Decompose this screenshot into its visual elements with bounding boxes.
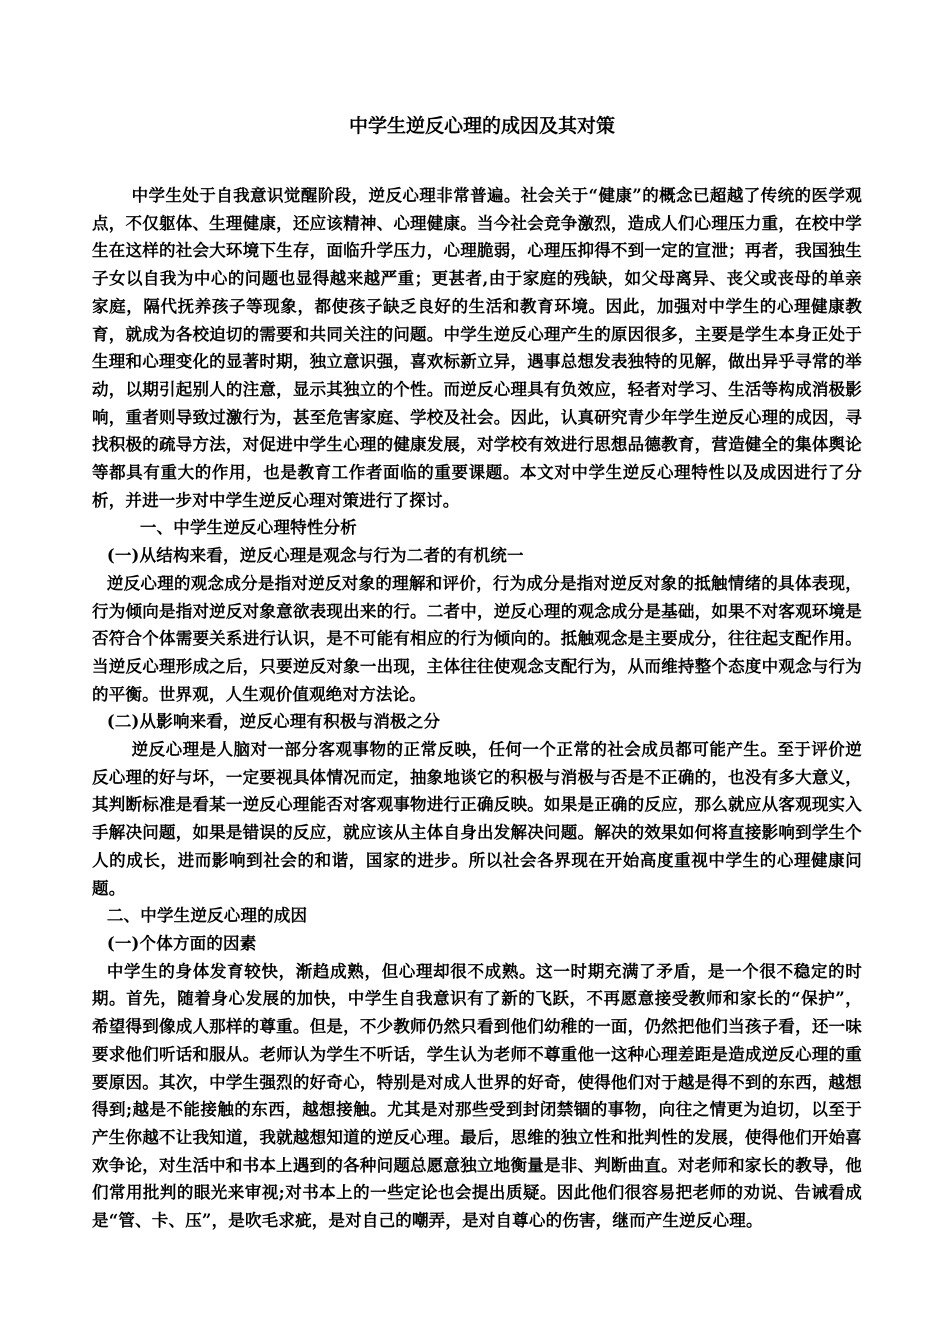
section1-heading: 一、中学生逆反心理特性分析 <box>139 518 357 538</box>
section2-sub1-paragraph: 中学生的身体发育较快，渐趋成熟，但心理却很不成熟。这一时期充满了矛盾，是一个很不稳定的时期。首先，随着身心发展的加快，中学生自我意识有了新的飞跃，不再愿意接受教师和家长的“保护”，希望得到像成人那样的尊重。但是，不少教师仍然只看到他们幼稚的一面，仍然把他们当孩子看，还一味要求他们听话和服从。老师认为学生不听话，学生认为老师不尊重他一这种心理差距是造成逆反心理的重要原因。其次，中学生强烈的好奇心，特别是对成人世界的好奇，使得他们对于越是得不到的东西，越想得到;越是不能接触的东西，越想接触。尤其是对那些受到封闭禁锢的事物，向往之情更为迫切，以至于产生你越不让我知道，我就越想知道的逆反心理。最后，思维的独立性和批判性的发展，使得他们开始喜欢争论，对生活中和书本上遇到的各种问题总愿意独立地衡量是非、判断曲直。对老师和家长的教导，他们常用批判的眼光来审视;对书本上的一些定论也会提出质疑。因此他们很容易把老师的劝说、告诫看成是“管、卡、压”，是吹毛求疵，是对自己的嘲弄，是对自尊心的伤害，继而产生逆反心理。 <box>92 961 862 1231</box>
intro-paragraph: 中学生处于自我意识觉醒阶段，逆反心理非常普遍。社会关于“健康”的概念已超越了传统的医学观点，不仅躯体、生理健康，还应该精神、心理健康。当今社会竞争激烈，造成人们心理压力重，在校中学生在这样的社会大环境下生存，面临升学压力，心理脆弱，心理压抑得不到一定的宣泄；再者，我国独生子女以自我为中心的问题也显得越来越严重；更甚者,由于家庭的残缺，如父母离异、丧父或丧母的单亲家庭，隔代抚养孩子等现象，都使孩子缺乏良好的生活和教育环境。因此，加强对中学生的心理健康教育，就成为各校迫切的需要和共同关注的问题。中学生逆反心理产生的原因很多，主要是学生本身正处于生理和心理变化的显著时期，独立意识强，喜欢标新立异，遇事总想发表独特的见解，做出异乎寻常的举动，以期引起别人的注意，显示其独立的个性。而逆反心理具有负效应，轻者对学习、生活等构成消极影响，重者则导致过激行为，甚至危害家庭、学校及社会。因此，认真研究青少年学生逆反心理的成因，寻找积极的疏导方法，对促进中学生心理的健康发展，对学校有效进行思想品德教育，营造健全的集体舆论等都具有重大的作用，也是教育工作者面临的重要课题。本文对中学生逆反心理特性以及成因进行了分析，并进一步对中学生逆反心理对策进行了探讨。 <box>92 186 862 510</box>
section1-sub2-heading: (二)从影响来看，逆反心理有积极与消极之分 <box>106 712 441 732</box>
document-page <box>92 110 862 1235</box>
section2-heading: 二、中学生逆反心理的成因 <box>106 906 308 926</box>
document-title: 中学生逆反心理的成因及其对策 <box>348 115 615 137</box>
section2-sub1-heading: (一)个体方面的因素 <box>106 933 257 953</box>
section1-sub1-paragraph: 逆反心理的观念成分是指对逆反对象的理解和评价，行为成分是指对逆反对象的抵触情绪的具体表现，行为倾向是指对逆反对象意欲表现出来的行。二者中，逆反心理的观念成分是基础，如果不对客观环境是否符合个体需要关系进行认识，是不可能有相应的行为倾向的。抵触观念是主要成分，往往起支配作用。当逆反心理形成之后，只要逆反对象一出现，主体往往使观念支配行为，从而维持整个态度中观念与行为的平衡。世界观，人生观价值观绝对方法论。 <box>92 573 862 704</box>
section1-sub1-heading: (一)从结构来看，逆反心理是观念与行为二者的有机统一 <box>106 546 524 566</box>
section1-sub2-paragraph: 逆反心理是人脑对一部分客观事物的正常反映，任何一个正常的社会成员都可能产生。至于评价逆反心理的好与坏，一定要视具体情况而定，抽象地谈它的积极与消极与否是不正确的，也没有多大意义，其判断标准是看某一逆反心理能否对客观事物进行正确反映。如果是正确的反应，那么就应从客观现实入手解决问题，如果是错误的反应，就应该从主体自身出发解决问题。解决的效果如何将直接影响到学生个人的成长，进而影响到社会的和谐，国家的进步。所以社会各界现在开始高度重视中学生的心理健康问题。 <box>92 740 862 898</box>
